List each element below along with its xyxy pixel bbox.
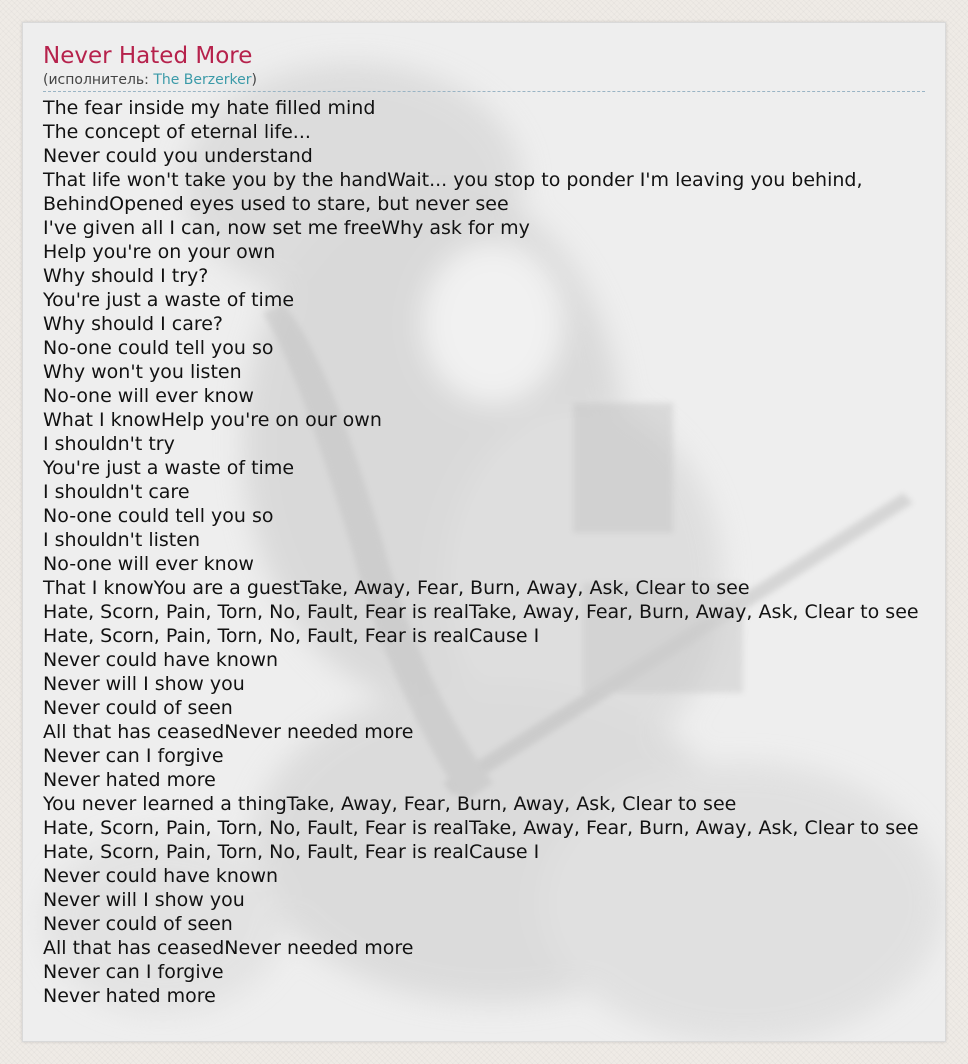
lyric-line: All that has ceasedNever needed more bbox=[43, 937, 414, 959]
lyric-line: You're just a waste of time bbox=[43, 289, 295, 311]
artist-byline bbox=[43, 71, 945, 89]
lyric-line: That I knowYou are a guestTake, Away, Fear, Burn, Away, Ask, Clear to see bbox=[43, 577, 750, 599]
lyric-line: Never could you understand bbox=[43, 145, 313, 167]
artist-link[interactable]: The Berzerker bbox=[153, 72, 252, 88]
lyric-line: Never could have known bbox=[43, 649, 279, 671]
lyric-line: Never can I forgive bbox=[43, 745, 224, 767]
lyric-line: Never hated more bbox=[43, 769, 216, 791]
lyric-line: Why won't you listen bbox=[43, 361, 242, 383]
lyrics-card bbox=[22, 22, 946, 1042]
lyric-line: You never learned a thingTake, Away, Fear, Burn, Away, Ask, Clear to see bbox=[43, 793, 737, 815]
lyric-line: Never hated more bbox=[43, 985, 216, 1007]
lyric-line: Never can I forgive bbox=[43, 961, 224, 983]
lyric-line: Never could of seen bbox=[43, 697, 233, 719]
lyric-line: I've given all I can, now set me freeWhy ask for my bbox=[43, 217, 530, 239]
lyric-line: I shouldn't listen bbox=[43, 529, 200, 551]
lyric-line: No-one will ever know bbox=[43, 553, 254, 575]
lyric-line: Help you're on your own bbox=[43, 241, 276, 263]
song-title: Never Hated More bbox=[43, 43, 253, 69]
lyric-line: Hate, Scorn, Pain, Torn, No, Fault, Fear is realCause I bbox=[43, 625, 540, 647]
lyric-line: Why should I care? bbox=[43, 313, 223, 335]
lyric-line: Hate, Scorn, Pain, Torn, No, Fault, Fear is realTake, Away, Fear, Burn, Away, Ask, Clear to see bbox=[43, 601, 919, 623]
lyric-line: All that has ceasedNever needed more bbox=[43, 721, 414, 743]
lyric-line: Why should I try? bbox=[43, 265, 209, 287]
lyric-line: I shouldn't care bbox=[43, 481, 190, 503]
lyric-line: What I knowHelp you're on our own bbox=[43, 409, 382, 431]
lyric-line: No-one will ever know bbox=[43, 385, 254, 407]
lyric-line: Never could have known bbox=[43, 865, 279, 887]
lyric-line: I shouldn't try bbox=[43, 433, 175, 455]
artist-suffix: ) bbox=[251, 72, 257, 88]
lyric-line: The concept of eternal life... bbox=[43, 121, 311, 143]
lyric-line: Never will I show you bbox=[43, 673, 245, 695]
lyric-line: The fear inside my hate filled mind bbox=[43, 97, 376, 119]
lyric-line: No-one could tell you so bbox=[43, 505, 274, 527]
lyrics-text bbox=[43, 96, 946, 1008]
lyric-line: You're just a waste of time bbox=[43, 457, 295, 479]
lyric-line: Never could of seen bbox=[43, 913, 233, 935]
lyric-line: That life won't take you by the handWait... you stop to ponder I'm leaving you behind, bbox=[43, 169, 863, 191]
title-divider bbox=[43, 91, 925, 92]
lyric-line: No-one could tell you so bbox=[43, 337, 274, 359]
lyric-line: Hate, Scorn, Pain, Torn, No, Fault, Fear is realCause I bbox=[43, 841, 540, 863]
lyric-line: BehindOpened eyes used to stare, but never see bbox=[43, 193, 509, 215]
artist-prefix: (исполнитель: bbox=[43, 72, 154, 88]
lyric-line: Hate, Scorn, Pain, Torn, No, Fault, Fear is realTake, Away, Fear, Burn, Away, Ask, Clear to see bbox=[43, 817, 919, 839]
lyric-line: Never will I show you bbox=[43, 889, 245, 911]
